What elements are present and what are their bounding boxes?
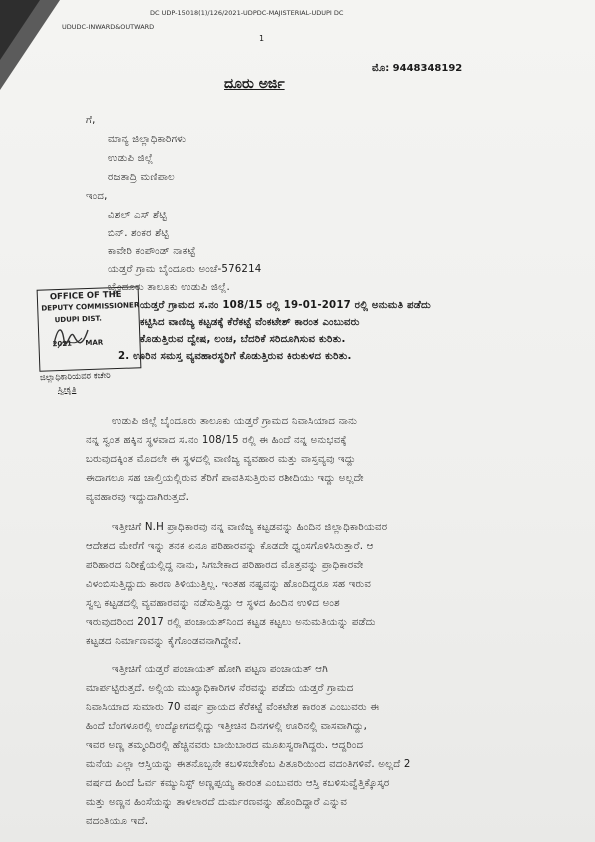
file-reference: DC UDP-15018(1)/126/2021-UDPDC-MAJISTERIAL-UDUPI DC bbox=[150, 9, 344, 17]
paragraph-line: ಕಟ್ಟಡದ ನಿರ್ಮಾಣವನ್ನು ಕೈಗೊಂಡವನಾಗಿದ್ದೇನೆ. bbox=[86, 636, 242, 647]
paragraph-line: ಇತ್ತೀಚಿಗೆ ಯಡ್ತರೆ ಪಂಚಾಯತ್ ಹೋಗಿ ಪಟ್ಟಣ ಪಂಚಾಯತ್ ಆಗಿ bbox=[112, 664, 329, 675]
subject-line: ಕಟ್ಟಿಸಿದ ವಾಣಿಜ್ಯ ಕಟ್ಟಡಕ್ಕೆ ಕೆರೆಕಟ್ಟೆ ವೆಂಕಟೇಶ್ ಕಾರಂತ ಎಂಬುವರು bbox=[140, 317, 360, 328]
paragraph-line: ಇತ್ತೀಚಿಗೆ N.H ಪ್ರಾಧಿಕಾರವು ನನ್ನ ವಾಣಿಜ್ಯ ಕಟ್ಟಡವನ್ನು ಹಿಂದಿನ ಜಿಲ್ಲಾಧಿಕಾರಿಯವರ bbox=[112, 522, 388, 533]
paragraph-line: ಈದಾಗಲೂ ಸಹ ಚಾಲ್ತಿಯಲ್ಲಿರುವ ತೆರಿಗೆ ಪಾವತಿಸುತ್ತಿರುವ ರಶೀದಿಯು ಇದ್ದು ಅಲ್ಲದೇ bbox=[86, 473, 364, 484]
paragraph-line: ವಿಳಂಬಿಸುತ್ತಿದ್ದುದು ಕಾರಣ ತಿಳಿಯುತ್ತಿಲ್ಲ. ಇಂತಹ ನಷ್ಟವನ್ನು ಹೊಂದಿದ್ದರೂ ಸಹ ಇರುವ bbox=[86, 579, 372, 590]
subject-line: ಯಡ್ತರೆ ಗ್ರಾಮದ ಸ.ನಂ 108/15 ರಲ್ಲಿ 19-01-2017 ರಲ್ಲಿ ಅನುಮತಿ ಪಡೆದು bbox=[140, 300, 431, 311]
stamp-line: UDUPI DIST. bbox=[54, 314, 102, 325]
to-line: ರಜತಾದ್ರಿ ಮಣಿಪಾಲ bbox=[108, 172, 175, 183]
paragraph-line: ಆದೇಶದ ಮೇರೆಗೆ ಇನ್ನು ತನಕ ಏನೂ ಪರಿಹಾರವನ್ನು ಕೊಡದೇ ಧ್ವಂಸಗೊಳಿಸಿರುತ್ತಾರೆ. ಆ bbox=[86, 541, 374, 552]
paragraph-line: ಉಡುಪಿ ಜಿಲ್ಲೆ ಬೈಂದೂರು ತಾಲೂಕು ಯಡ್ತರೆ ಗ್ರಾಮದ ನಿವಾಸಿಯಾದ ನಾನು bbox=[112, 416, 358, 427]
paragraph-line: ಮಾರ್ಪಟ್ಟಿರುತ್ತದೆ. ಅಲ್ಲಿಯ ಮುಖ್ಯಾಧಿಕಾರಿಗಳ ನೆರವನ್ನು ಪಡೆದು ಯಡ್ತರೆ ಗ್ರಾಮದ bbox=[86, 683, 354, 694]
scan-shadow-corner-dark bbox=[0, 0, 40, 60]
paragraph-line: ವದಂತಿಯೂ ಇದೆ. bbox=[86, 816, 149, 827]
handwritten-signature bbox=[52, 322, 92, 352]
inward-outward-label: UDUDC-INWARD&OUTWARD bbox=[62, 23, 155, 31]
stamp-line: OFFICE OF THE bbox=[49, 289, 122, 303]
office-receipt-note: ಜಿಲ್ಲಾಧಿಕಾರಿಯವರ ಕಚೇರಿ bbox=[39, 370, 111, 384]
stamp-date-month: MAR bbox=[85, 338, 104, 348]
from-line: ಬೈಂದೂರು ತಾಲೂಕು ಉಡುಪಿ ಜಿಲ್ಲೆ. bbox=[108, 282, 230, 293]
page-number: 1 bbox=[259, 34, 265, 43]
paragraph-line: ಸ್ವಲ್ಪ ಕಟ್ಟಡದಲ್ಲಿ ವ್ಯವಹಾರವನ್ನು ನಡೆಸುತ್ತಿದ್ದು ಆ ಸ್ಥಳದ ಹಿಂದಿನ ಉಳಿದ ಅಂಶ bbox=[86, 598, 340, 609]
paragraph-line: ನಿವಾಸಿಯಾದ ಸುಮಾರು 70 ವರ್ಷ ಪ್ರಾಯದ ಕೆರೆಕಟ್ಟೆ ವೆಂಕಟೇಶ ಕಾರಂತ ಎಂಬುವರು ಈ bbox=[86, 702, 380, 713]
subject-line: 2. ಊರಿನ ಸಮಸ್ತ ವ್ಯವಹಾರಸ್ಥರಿಗೆ ಕೊಡುತ್ತಿರುವ ಕಿರುಕುಳದ ಕುರಿತು. bbox=[118, 351, 352, 362]
from-line: ಕಾವೇರಿ ಕಂಪೌಂಡ್ ನಾಕಟ್ಟೆ bbox=[108, 246, 196, 257]
paragraph-line: ಬರುವುದಕ್ಕಿಂತ ಮೊದಲೇ ಈ ಸ್ಥಳದಲ್ಲಿ ವಾಣಿಜ್ಯ ವ್ಯವಹಾರ ಮತ್ತು ವಾಸ್ತವ್ಯವು ಇದ್ದು bbox=[86, 454, 356, 465]
stamp-date-year: 2021 bbox=[52, 339, 73, 349]
stamp-line: DEPUTY COMMISSIONER bbox=[41, 300, 140, 313]
from-label: ಇಂದ, bbox=[86, 191, 108, 202]
office-receipt-note: ಸ್ವೀಕೃತಿ bbox=[58, 385, 77, 395]
paragraph-line: ಇರುವುದರಿಂದ 2017 ರಲ್ಲಿ ಪಂಚಾಯತ್‌ನಿಂದ ಕಟ್ಟಡ ಕಟ್ಟಲು ಅನುಮತಿಯನ್ನು ಪಡೆದು bbox=[86, 617, 376, 628]
paragraph-line: ಇವರ ಅಣ್ಣ ತಮ್ಮಂದಿರಲ್ಲಿ ಹೆಚ್ಚಿನವರು ಬಾಯಿಬಾರದ ಮೂಖಸ್ವರಾಗಿದ್ದರು. ಆದ್ದರಿಂದ bbox=[86, 740, 364, 751]
paragraph-line: ಹಿಂದೆ ಬೆಂಗಳೂರಲ್ಲಿ ಉದ್ಯೋಗದಲ್ಲಿದ್ದು ಇತ್ತೀಚಿನ ದಿನಗಳಲ್ಲಿ ಊರಿನಲ್ಲಿ ವಾಸವಾಗಿದ್ದು, bbox=[86, 721, 368, 732]
subject-line: ಕೊಡುತ್ತಿರುವ ದ್ವೇಷ, ಲಂಚ, ಬೆದರಿಕೆ ಸರಿದೂಗಿಸುವ ಕುರಿತು. bbox=[140, 334, 346, 345]
paragraph-line: ಮನೆಯ ಎಲ್ಲಾ ಆಸ್ತಿಯನ್ನು ಈತನೊಬ್ಬನೇ ಕಬಳಿಸಬೇಕೆಂಬ ಪಿತೂರಿಯಿಂದ ವದಂತಿಗಳಿವೆ. ಅಲ್ಲದೆ 2 bbox=[86, 759, 411, 770]
paragraph-line: ಮತ್ತು ಅಣ್ಣನ ಹಿಂಸೆಯನ್ನು ತಾಳಲಾರದೆ ದುರ್ಮರಣವನ್ನು ಹೊಂದಿದ್ದಾರೆ ಎನ್ನುವ bbox=[86, 797, 348, 808]
paragraph-line: ವರ್ಷದ ಹಿಂದೆ ಓರ್ವ ಕಮ್ಯುನಿಸ್ಟ್ ಅಣ್ಣಪ್ಪಯ್ಯ ಕಾರಂತ ಎಂಬುವರು ಆಸ್ತಿ ಕಬಳಿಸುವ್ವೆತ್ತಿಕ್ಕೊಸ್ಕರ bbox=[86, 778, 390, 789]
to-line: ಮಾನ್ಯ ಜಿಲ್ಲಾಧಿಕಾರಿಗಳು bbox=[108, 134, 187, 145]
to-line: ಉಡುಪಿ ಜಿಲ್ಲೆ bbox=[108, 153, 154, 164]
from-line: ಬಿನ್. ಶಂಕರ ಶೆಟ್ಟಿ bbox=[108, 228, 169, 239]
document-title: ದೂರು ಅರ್ಜಿ bbox=[224, 76, 285, 92]
paragraph-line: ಪರಿಹಾರದ ನಿರೀಕ್ಷೆಯಲ್ಲಿದ್ದ ನಾನು, ಸಿಗಬೇಕಾದ ಪರಿಹಾರದ ಮೊತ್ತವನ್ನು ಪ್ರಾಧಿಕಾರವೇ bbox=[86, 560, 364, 571]
paragraph-line: ವ್ಯವಹಾರವು ಇದ್ದುದಾಗಿರುತ್ತದೆ. bbox=[86, 492, 190, 503]
to-label: ಗೆ, bbox=[86, 115, 96, 126]
from-line: ವಿಶಲ್ ಎಸ್ ಶೆಟ್ಟಿ bbox=[108, 210, 167, 221]
paragraph-line: ನನ್ನ ಸ್ವಂತ ಹಕ್ಕಿನ ಸ್ಥಳವಾದ ಸ.ನಂ 108/15 ರಲ್ಲಿ ಈ ಹಿಂದೆ ನನ್ನ ಅನುಭವಕ್ಕೆ bbox=[86, 435, 347, 446]
phone-number: ಮೊ: 9448348192 bbox=[372, 63, 463, 74]
from-line: ಯಡ್ತರೆ ಗ್ರಾಮ ಬೈಂದೂರು ಅಂಚೆ-576214 bbox=[108, 264, 262, 275]
